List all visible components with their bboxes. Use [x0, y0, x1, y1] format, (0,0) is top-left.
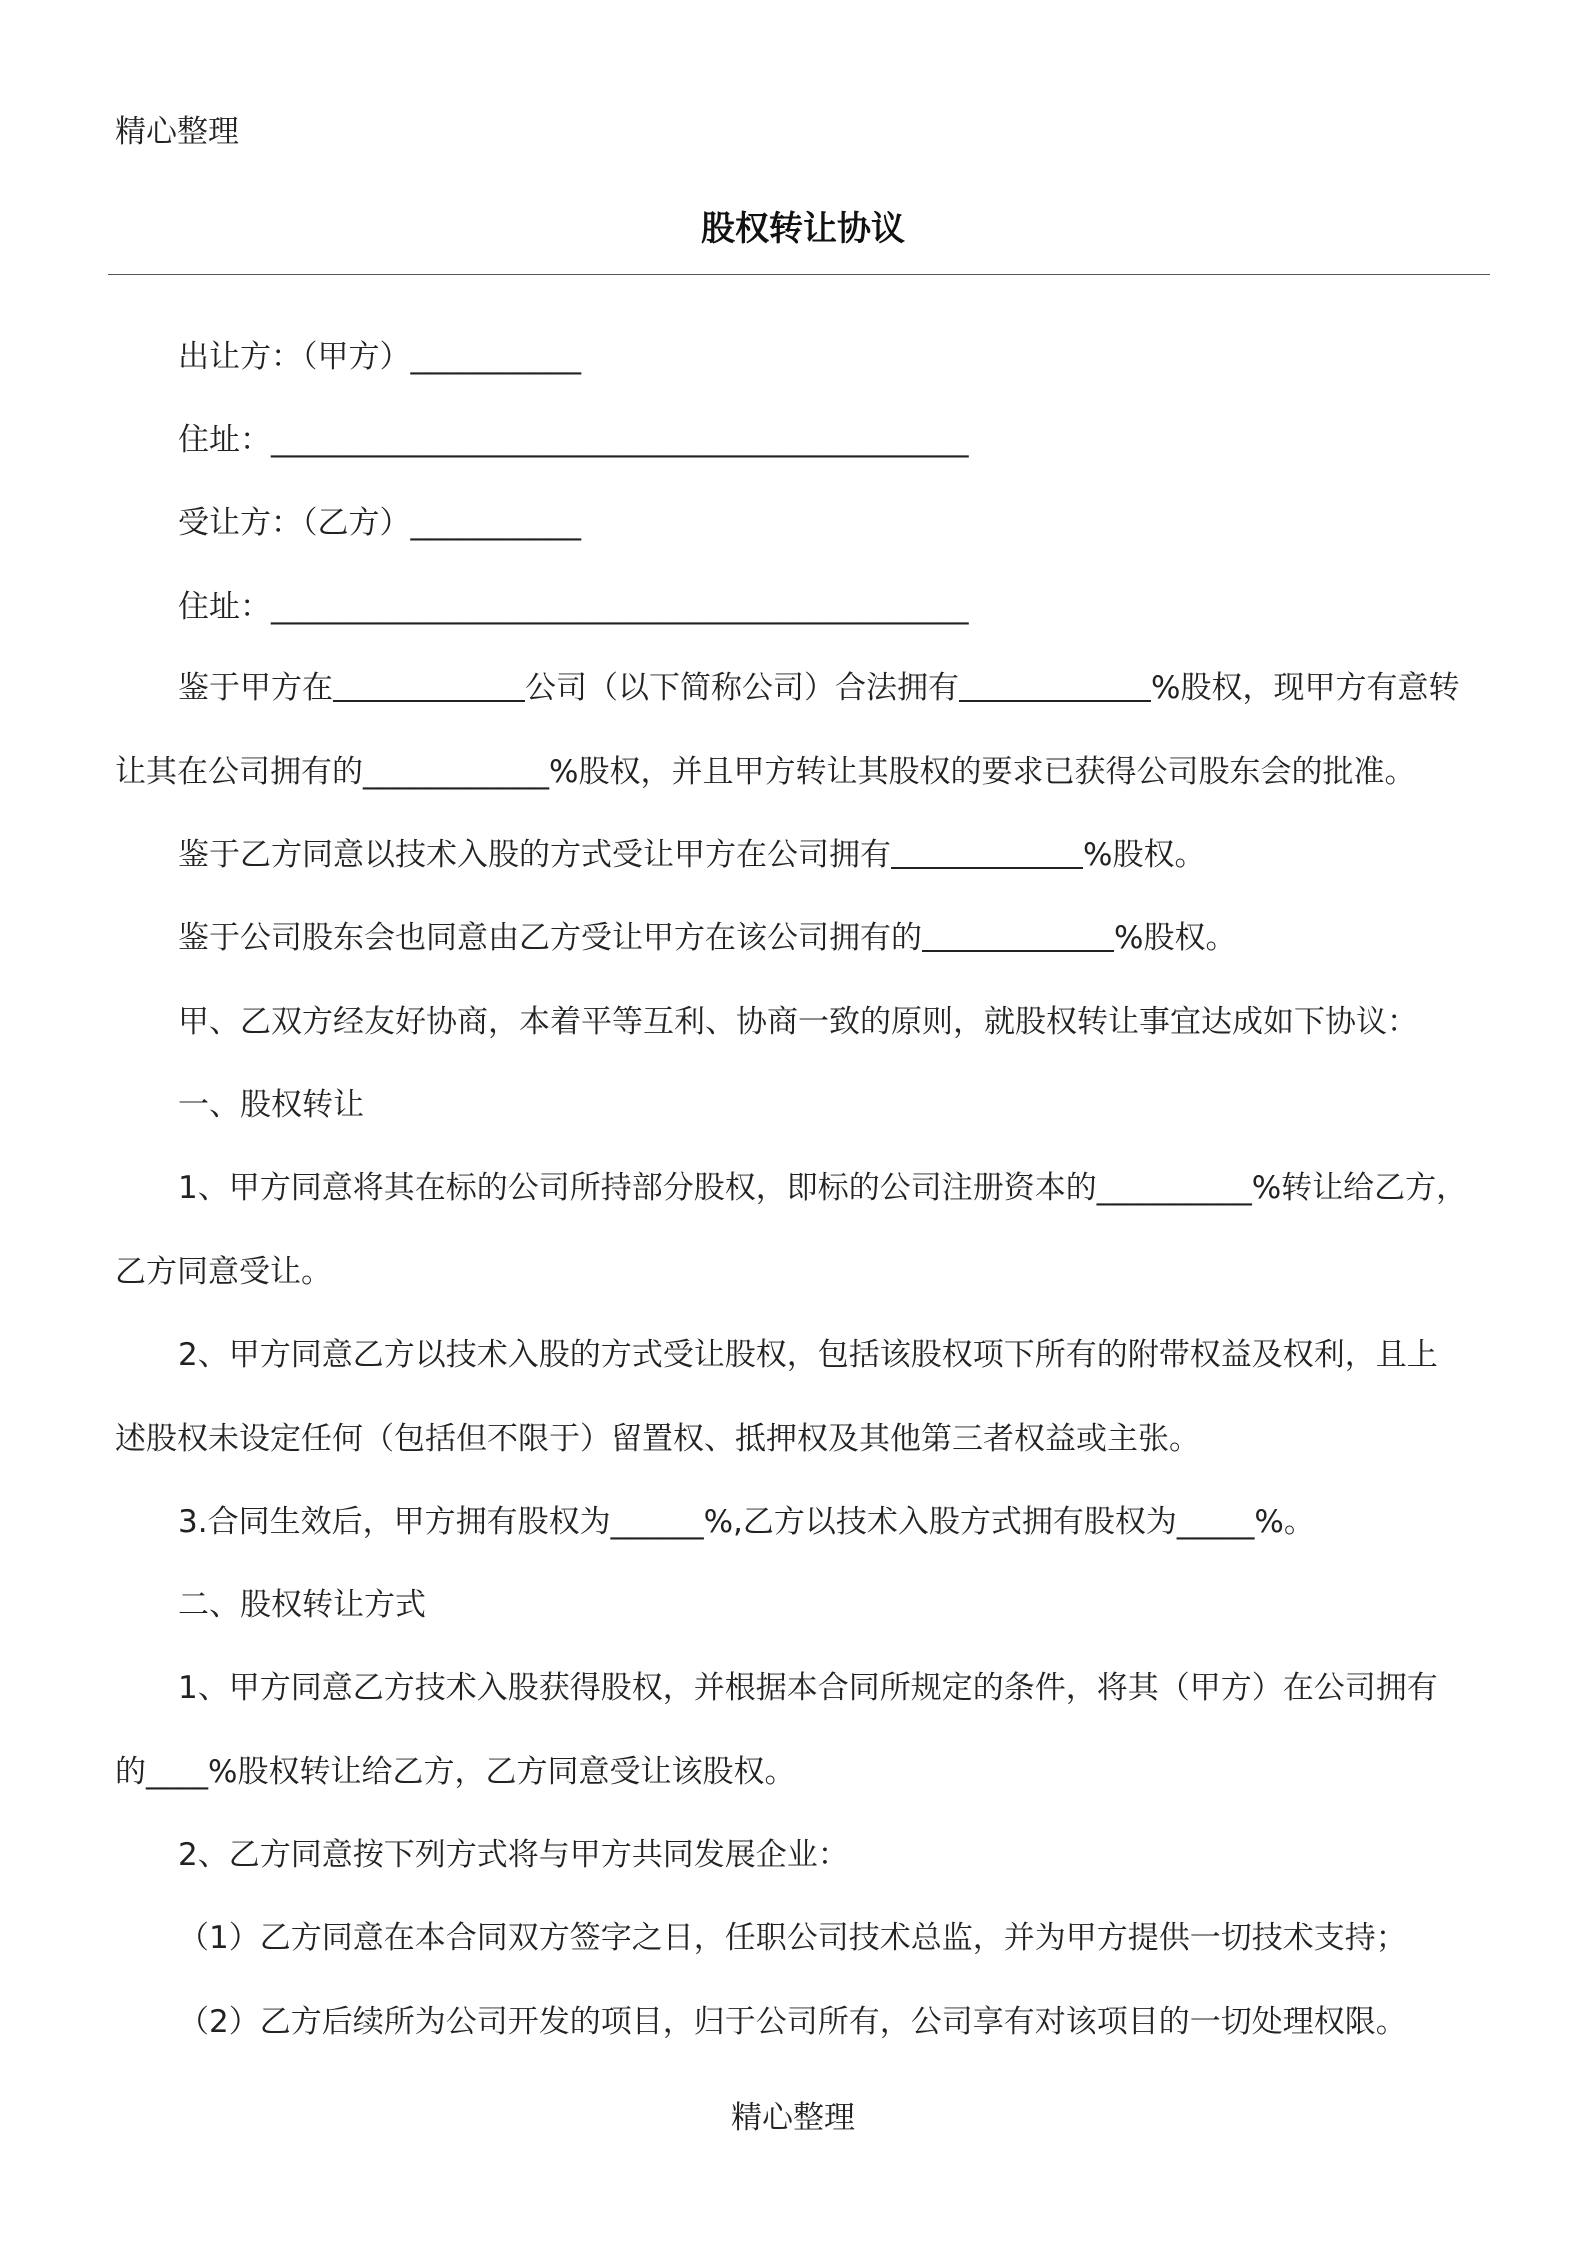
- recital-2-part-b: %股权。: [1083, 837, 1206, 873]
- recital-2-part-a: 鉴于乙方同意以技术入股的方式受让甲方在公司拥有: [178, 837, 891, 873]
- recital-1-part-c: %股权，现甲方有意转: [1151, 670, 1460, 706]
- preamble: 甲、乙双方经友好协商，本着平等互利、协商一致的原则，就股权转让事宜达成如下协议：: [178, 1004, 1418, 1040]
- blank-company-name: [333, 670, 525, 702]
- title-divider: [108, 274, 1490, 275]
- blank-share-percent: [922, 920, 1114, 952]
- section-2-item-1-continued: 的____%股权转让给乙方，乙方同意受让该股权。: [115, 1754, 796, 1790]
- recital-3-part-a: 鉴于公司股东会也同意由乙方受让甲方在该公司拥有的: [178, 920, 922, 956]
- recital-1-part-a: 鉴于甲方在: [178, 670, 333, 706]
- blank-share-percent: [891, 837, 1083, 869]
- transferor-line: 出让方：（甲方）___________: [178, 339, 581, 375]
- recital-1-continued: 让其在公司拥有的____________%股权，并且甲方转让其股权的要求已获得公司股东会的批准。: [115, 754, 1416, 790]
- page-header: 精心整理: [115, 114, 239, 150]
- section-1-heading: 一、股权转让: [178, 1087, 364, 1123]
- page-footer: 精心整理: [731, 2100, 855, 2136]
- transferor-address-line: 住址：_____________________________________________: [178, 422, 969, 458]
- section-1-item-2-continued: 述股权未设定任何（包括但不限于）留置权、抵押权及其他第三者权益或主张。: [115, 1421, 1200, 1457]
- section-1-item-1-continued: 乙方同意受让。: [115, 1254, 332, 1290]
- transferee-line: 受让方：（乙方）___________: [178, 505, 581, 541]
- recital-3: [178, 918, 1236, 958]
- section-2-item-1: 1、甲方同意乙方技术入股获得股权，并根据本合同所规定的条件，将其（甲方）在公司拥有: [178, 1670, 1438, 1706]
- section-1-item-3: 3.合同生效后，甲方拥有股权为______%,乙方以技术入股方式拥有股权为_____%。: [178, 1504, 1315, 1540]
- section-2-subitem-1: （1）乙方同意在本合同双方签字之日，任职公司技术总监，并为甲方提供一切技术支持；: [178, 1920, 1407, 1956]
- recital-1: [178, 668, 1459, 708]
- recital-1-part-b: 公司（以下简称公司）合法拥有: [525, 670, 959, 706]
- recital-2: [178, 835, 1205, 875]
- section-1-item-2: 2、甲方同意乙方以技术入股的方式受让股权，包括该股权项下所有的附带权益及权利，且上: [178, 1337, 1438, 1373]
- document-title: 股权转让协议: [701, 209, 905, 249]
- section-2-subitem-2: （2）乙方后续所为公司开发的项目，归于公司所有，公司享有对该项目的一切处理权限。: [178, 2004, 1407, 2040]
- transferee-address-line: 住址：_____________________________________________: [178, 589, 969, 625]
- section-2-item-2: 2、乙方同意按下列方式将与甲方共同发展企业：: [178, 1837, 849, 1873]
- recital-3-part-b: %股权。: [1114, 920, 1237, 956]
- section-2-heading: 二、股权转让方式: [178, 1587, 426, 1623]
- blank-share-percent: [959, 670, 1151, 702]
- section-1-item-1: 1、甲方同意将其在标的公司所持部分股权，即标的公司注册资本的__________%转让给乙方，: [178, 1170, 1468, 1206]
